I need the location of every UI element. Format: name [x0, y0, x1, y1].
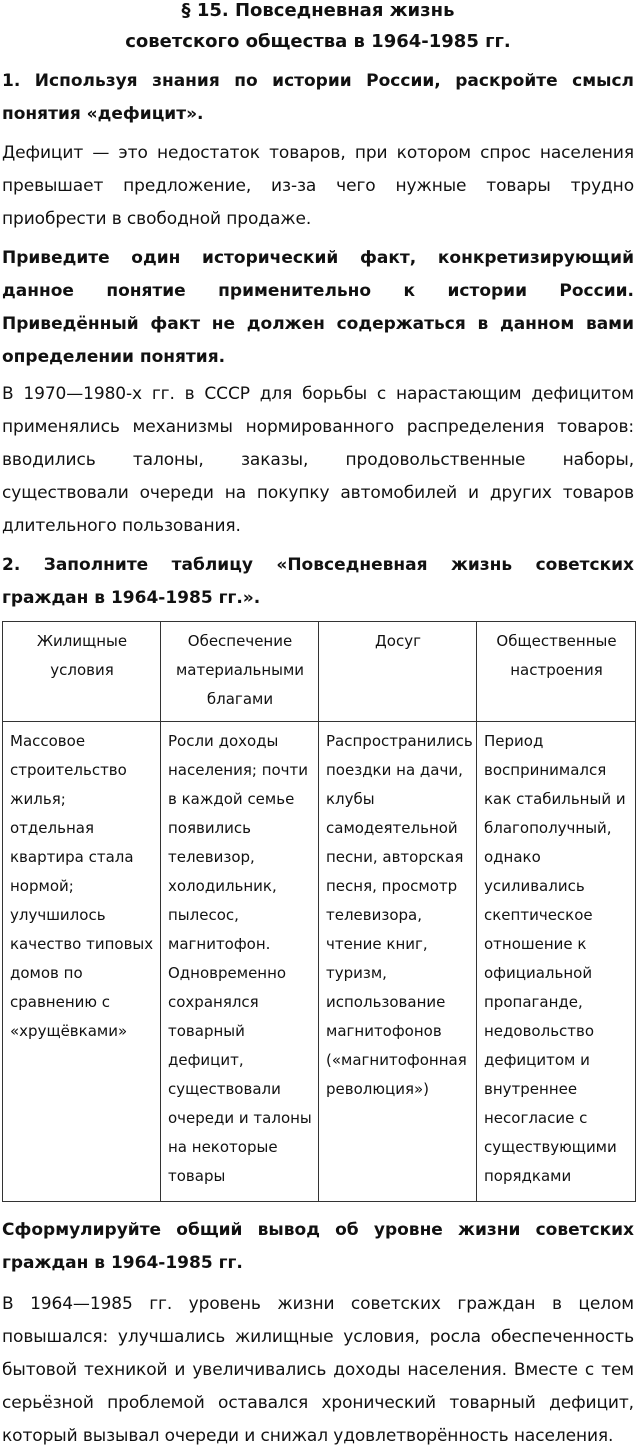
title-line-2: советского общества в 1964-1985 гг. — [125, 31, 511, 52]
task3-answer: В 1964—1985 гг. уровень жизни советских граждан в целом повышался: улучшались жилищные условия, росла обеспеченность бытовой техникой и увеличивались доходы населения. Вместе с тем серьёзной проблемой оставался хронический товарный дефицит, который вызывал очереди и снижал удовлетворённость населения. — [2, 1294, 634, 1446]
table-header-row — [3, 622, 636, 722]
cell-housing: Массовое строительство жилья; отдельная квартира стала нормой; улучшилось качество типовых домов по сравнению с «хрущёвками» — [3, 722, 161, 1202]
document-page — [2, 0, 634, 1453]
cell-leisure: Распространились поездки на дачи, клубы самодеятельной песни, авторская песня, просмотр телевизора, чтение книг, туризм, использование магнитофонов («магнитофонная революция») — [319, 722, 477, 1202]
cell-public-mood: Период воспринимался как стабильный и благополучный, однако усиливались скептическое отношение к официальной пропаганде, недовольство дефицитом и внутреннее несогласие с существующими порядками — [477, 722, 636, 1202]
table-row — [3, 722, 636, 1202]
header-housing: Жилищные условия — [3, 622, 161, 722]
task1-answer: Дефицит — это недостаток товаров, при котором спрос населения превышает предложение, из-за чего нужные товары трудно приобрести в свободной продаже. — [2, 143, 634, 229]
task1-fact-question: Приведите один исторический факт, конкретизирующий данное понятие применительно к истории России. Приведённый факт не должен содержаться в данном вами определении понятия. — [2, 248, 634, 367]
task1-fact-answer: В 1970—1980-х гг. в СССР для борьбы с нарастающим дефицитом применялись механизмы нормированного распределения товаров: вводились талоны, заказы, продовольственные наборы, существовали очереди на покупку автомобилей и других товаров длительного пользования. — [2, 384, 634, 536]
page-title — [2, 0, 634, 57]
title-line-1: § 15. Повседневная жизнь — [181, 0, 455, 21]
header-public-mood: Общественные настроения — [477, 622, 636, 722]
everyday-life-table — [2, 621, 636, 1202]
task2-question: 2. Заполните таблицу «Повседневная жизнь советских граждан в 1964-1985 гг.». — [2, 555, 634, 608]
task1-question: 1. Используя знания по истории России, раскройте смысл понятия «дефицит». — [2, 71, 634, 124]
cell-material-goods: Росли доходы населения; почти в каждой семье появились телевизор, холодильник, пылесос, магнитофон. Одновременно сохранялся товарный дефицит, существовали очереди и талоны на некоторые товары — [161, 722, 319, 1202]
header-material-goods: Обеспечение материальными благами — [161, 622, 319, 722]
task3-question: Сформулируйте общий вывод об уровне жизни советских граждан в 1964-1985 гг. — [2, 1220, 634, 1273]
header-leisure: Досуг — [319, 622, 477, 722]
